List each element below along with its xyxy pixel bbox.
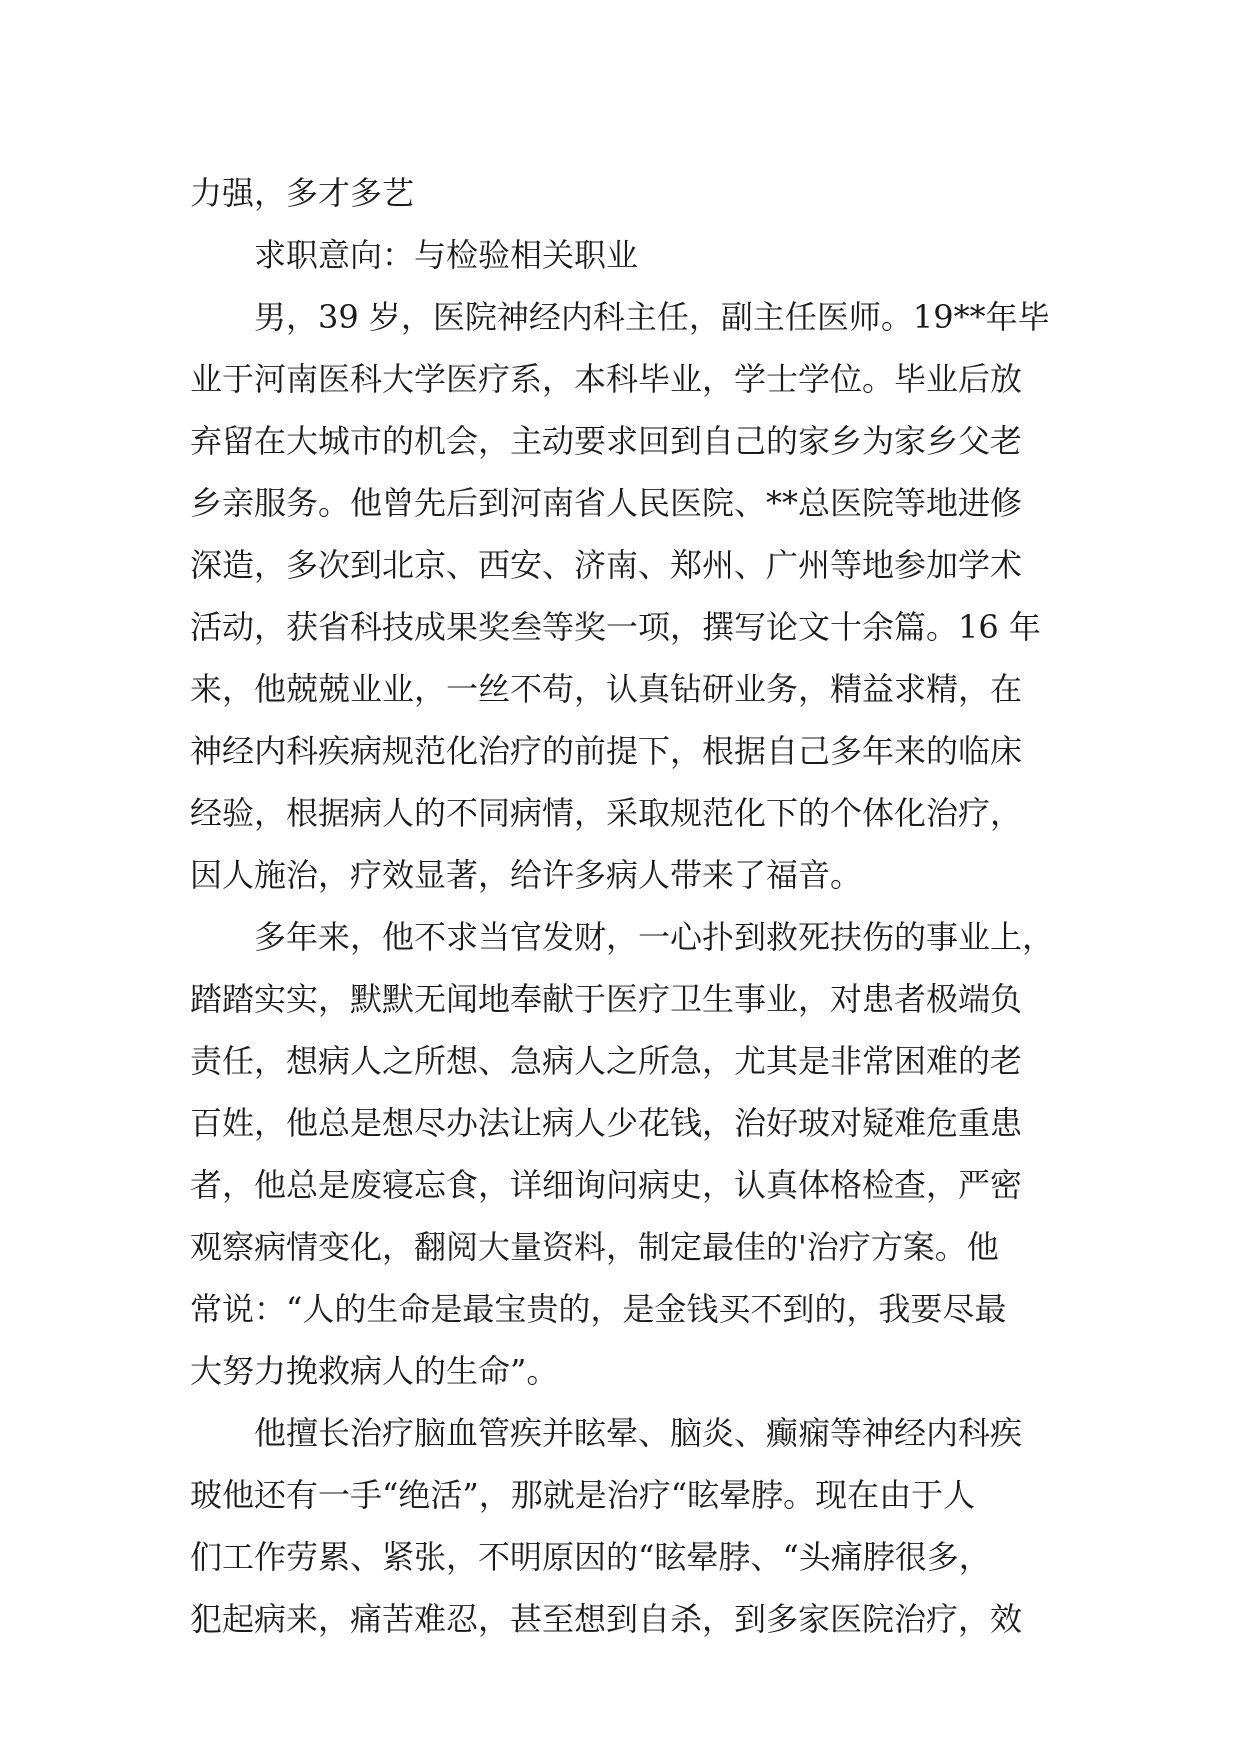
- text-line: 深造，多次到北京、西安、济南、郑州、广州等地参加学术: [190, 546, 1023, 584]
- text-line: 责任，想病人之所想、急病人之所急，尤其是非常困难的老: [190, 1042, 1023, 1080]
- text-line: 踏踏实实，默默无闻地奉献于医疗卫生事业，对患者极端负: [190, 980, 1023, 1018]
- text-line: 弃留在大城市的机会，主动要求回到自己的家乡为家乡父老: [190, 422, 1023, 460]
- text-line: 经验，根据病人的不同病情，采取规范化下的个体化治疗，: [190, 794, 1023, 832]
- text-line: 观察病情变化，翻阅大量资料，制定最佳的'治疗方案。他: [190, 1228, 999, 1266]
- text-line: 大努力挽救病人的生命”。: [190, 1352, 559, 1390]
- text-line: 来，他兢兢业业，一丝不苟，认真钻研业务，精益求精，在: [190, 670, 1023, 708]
- text-line: 活动，获省科技成果奖叁等奖一项，撰写论文十余篇。16 年: [190, 608, 1041, 646]
- text-line: 男，39 岁，医院神经内科主任，副主任医师。19**年毕: [254, 298, 1050, 336]
- text-line: 犯起病来，痛苦难忍，甚至想到自杀，到多家医院治疗，效: [190, 1600, 1023, 1638]
- text-line: 者，他总是废寝忘食，详细询问病史，认真体格检查，严密: [190, 1166, 1023, 1204]
- text-line: 神经内科疾病规范化治疗的前提下，根据自己多年来的临床: [190, 732, 1023, 770]
- text-line: 乡亲服务。他曾先后到河南省人民医院、**总医院等地进修: [190, 484, 1023, 522]
- text-line: 多年来，他不求当官发财，一心扑到救死扶伤的事业上，: [254, 918, 1055, 956]
- text-line: 常说：“人的生命是最宝贵的，是金钱买不到的，我要尽最: [190, 1290, 1007, 1328]
- text-line: 他擅长治疗脑血管疾并眩晕、脑炎、癫痫等神经内科疾: [254, 1414, 1023, 1452]
- text-line: 力强，多才多艺: [190, 174, 415, 212]
- text-line: 求职意向：与检验相关职业: [254, 236, 639, 274]
- text-line: 玻他还有一手“绝活”，那就是治疗“眩晕脖。现在由于人: [190, 1476, 976, 1514]
- text-line: 业于河南医科大学医疗系，本科毕业，学士学位。毕业后放: [190, 360, 1023, 398]
- text-line: 们工作劳累、紧张，不明原因的“眩晕脖、“头痛脖很多，: [190, 1538, 991, 1576]
- document-body: [190, 162, 1070, 1650]
- text-line: 百姓，他总是想尽办法让病人少花钱，治好玻对疑难危重患: [190, 1104, 1023, 1142]
- text-line: 因人施治，疗效显著，给许多病人带来了福音。: [190, 856, 863, 894]
